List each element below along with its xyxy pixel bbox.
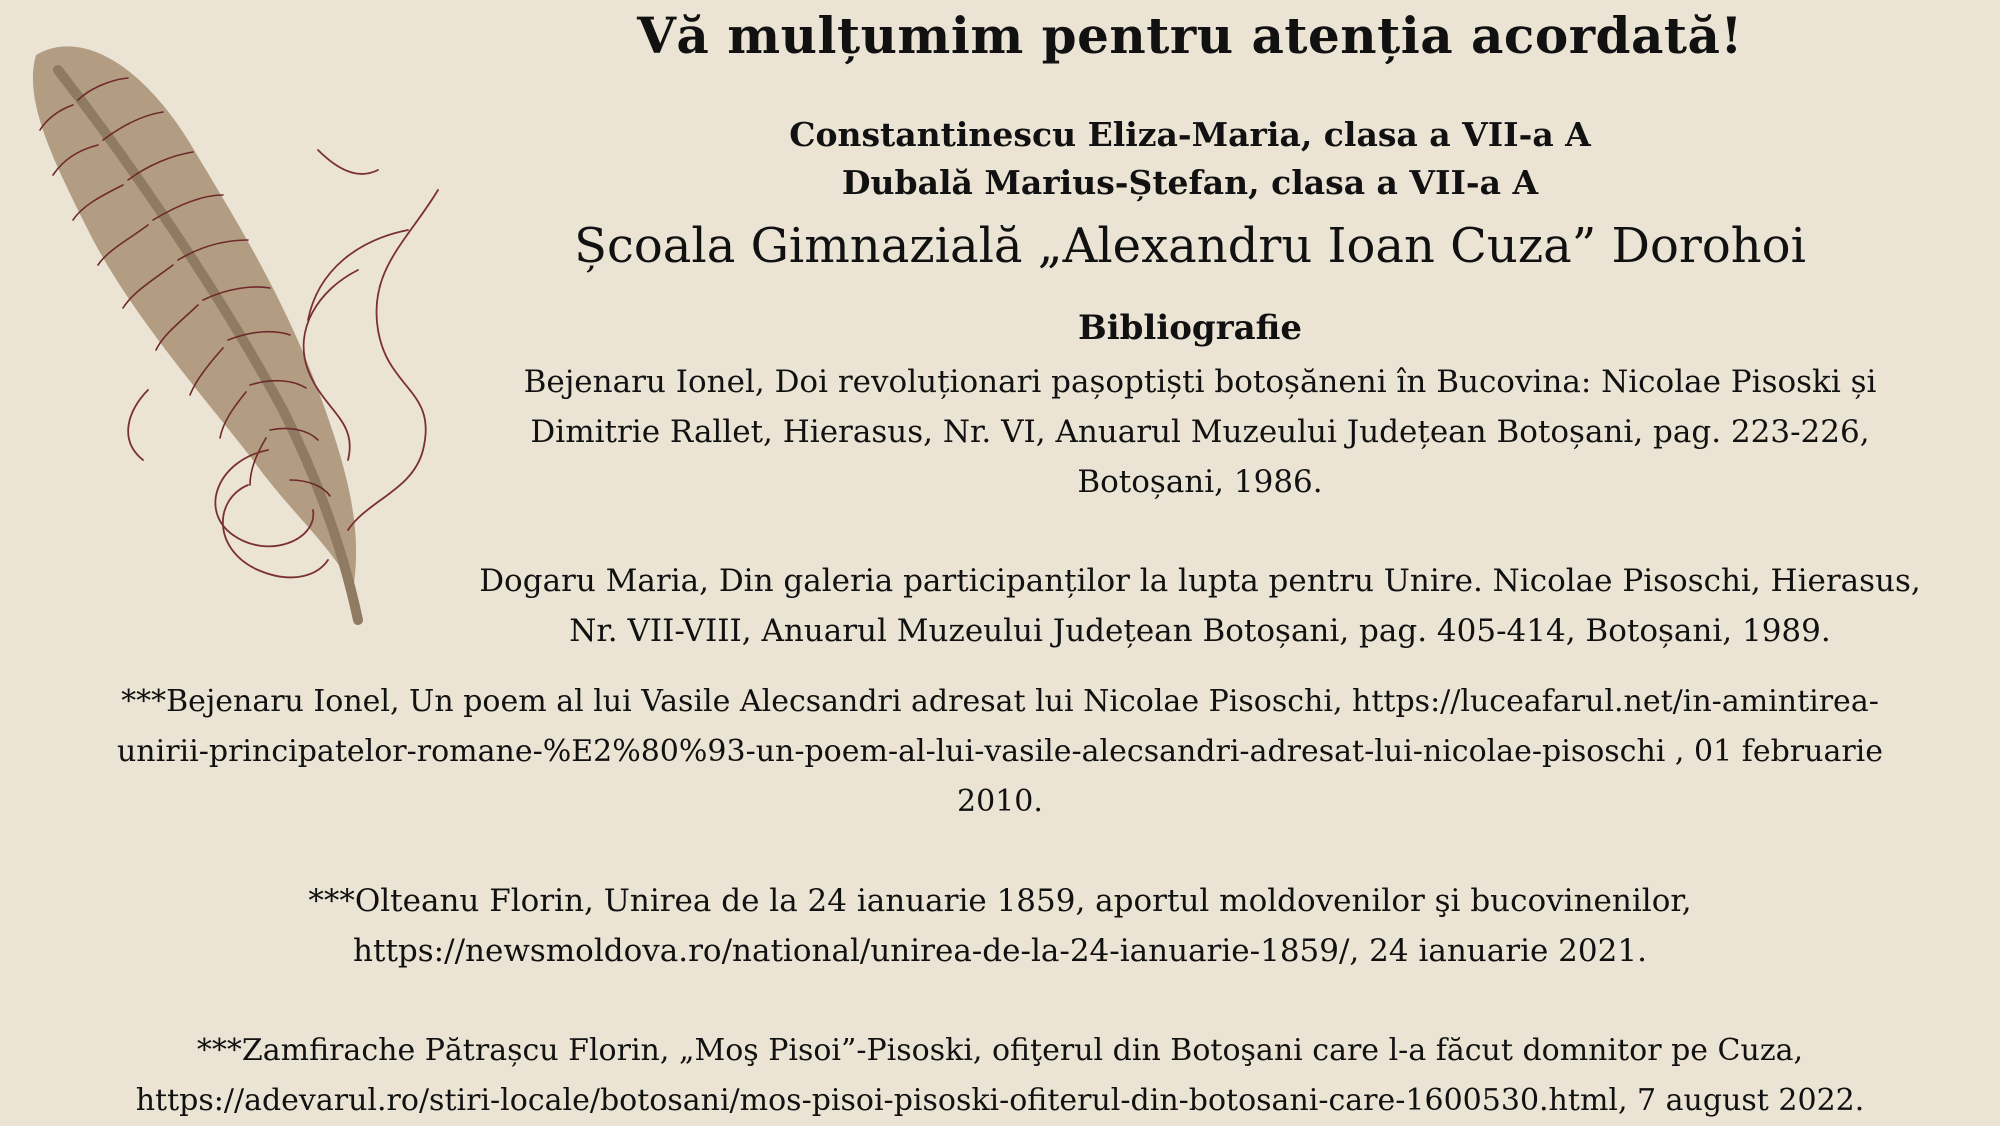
entry-line: Botoșani, 1986. [1077, 464, 1323, 500]
bibliography-entry [440, 357, 1960, 507]
entry-line: Dimitrie Rallet, Hierasus, Nr. VI, Anuarul Muzeului Județean Botoșani, pag. 223-226, [530, 414, 1870, 450]
page-title: Vă mulțumim pentru atenția acordată! [637, 6, 1743, 65]
bibliography-entry [20, 1026, 1980, 1126]
entry-line: 2010. [957, 784, 1043, 819]
entry-line: unirii-principatelor-romane-%E2%80%93-un-poem-al-lui-vasile-alecsandri-adresat-lui-nicolae-pisoschi , 01 februarie [116, 734, 1884, 769]
entry-line: Nr. VII-VIII, Anuarul Muzeului Județean Botoșani, pag. 405-414, Botoșani, 1989. [569, 613, 1831, 649]
bibliography-heading: Bibliografie [1077, 308, 1302, 348]
entry-line: Bejenaru Ionel, Doi revoluționari pașoptiști botoșăneni în Bucovina: Nicolae Pisoski și [523, 364, 1877, 400]
bibliography-entry [20, 677, 1980, 827]
entry-line: ***Olteanu Florin, Unirea de la 24 ianuarie 1859, aportul moldovenilor şi bucovinenilor, [308, 883, 1692, 919]
author-1: Constantinescu Eliza-Maria, clasa a VII-a A [789, 115, 1591, 154]
feather-quill-icon [18, 30, 458, 640]
entry-line: ***Zamfirache Pătrașcu Florin, „Moş Pisoi”-Pisoski, ofiţerul din Botoşani care l-a făcut domnitor pe Cuza, [196, 1033, 1804, 1068]
author-2: Dubală Marius-Ștefan, clasa a VII-a A [841, 163, 1539, 202]
bibliography-entry [20, 876, 1980, 976]
entry-line: Dogaru Maria, Din galeria participanților la lupta pentru Unire. Nicolae Pisoschi, Hierasus, [479, 563, 1921, 599]
school-name: Școala Gimnazială „Alexandru Ioan Cuza” Dorohoi [574, 218, 1806, 274]
entry-line: ***Bejenaru Ionel, Un poem al lui Vasile Alecsandri adresat lui Nicolae Pisoschi, https://luceafarul.net/in-amintirea- [121, 684, 1879, 719]
bibliography-entry [440, 556, 1960, 656]
entry-line: https://newsmoldova.ro/national/unirea-de-la-24-ianuarie-1859/, 24 ianuarie 2021. [353, 933, 1647, 969]
entry-line: https://adevarul.ro/stiri-locale/botosani/mos-pisoi-pisoski-ofiterul-din-botosani-care-1600530.html, 7 august 2022. [135, 1083, 1865, 1118]
